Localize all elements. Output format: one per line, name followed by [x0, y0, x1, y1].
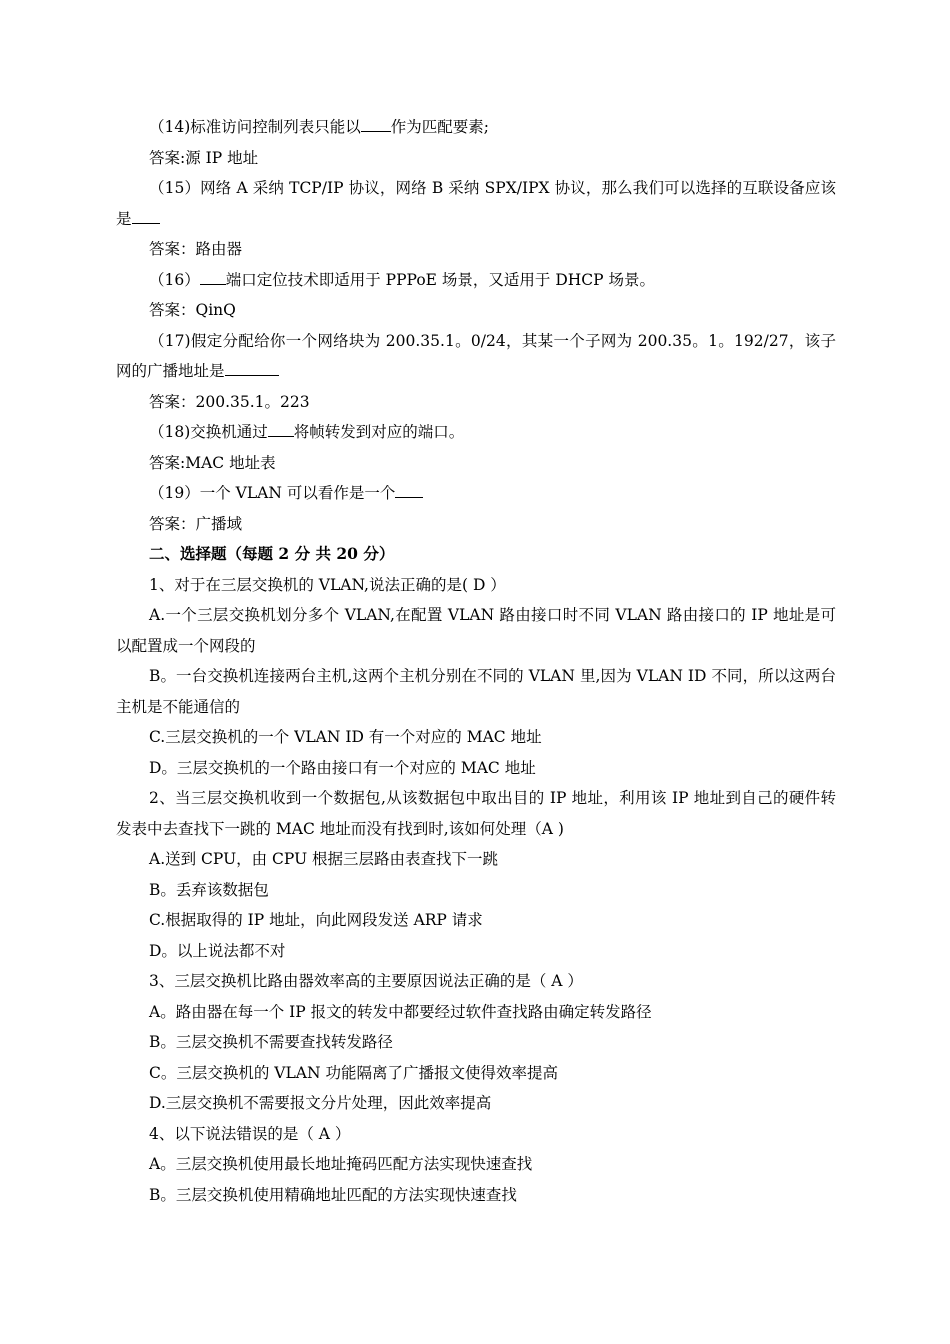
question-14 [116, 112, 836, 143]
choice-option: B。三层交换机不需要查找转发路径 [149, 1033, 393, 1051]
choice-option: B。一台交换机连接两台主机,这两个主机分别在不同的 VLAN 里,因为 VLAN ID 不同，所以这两台主机是不能通信的 [116, 667, 836, 716]
choice-question-2: 2、当三层交换机收到一个数据包,从该数据包中取出目的 IP 地址，利用该 IP 地址到自己的硬件转发表中去查找下一跳的 MAC 地址而没有找到时,该如何处理（A ) [116, 789, 836, 838]
choice-option: A.一个三层交换机划分多个 VLAN,在配置 VLAN 路由接口时不同 VLAN 路由接口的 IP 地址是可以配置成一个网段的 [116, 606, 836, 655]
answer-blank [225, 361, 279, 376]
question-text: （17)假定分配给你一个网络块为 200.35.1。0/24，其某一个子网为 200.35。1。192/27，该子网的广播地址是 [116, 331, 836, 380]
question-17 [116, 326, 836, 387]
question-15 [116, 173, 836, 234]
answer-15: 答案：路由器 [149, 240, 243, 258]
choice-option: D。三层交换机的一个路由接口有一个对应的 MAC 地址 [149, 758, 536, 777]
answer-blank [200, 270, 226, 285]
choice-option: A。路由器在每一个 IP 报文的转发中都要经过软件查找路由确定转发路径 [149, 1002, 652, 1021]
section-heading: 二、选择题（每题 2 分 共 20 分） [149, 544, 395, 563]
choice-option: C.三层交换机的一个 VLAN ID 有一个对应的 MAC 地址 [149, 728, 542, 746]
choice-question-1: 1、对于在三层交换机的 VLAN,说法正确的是( D ） [149, 575, 506, 594]
question-text: （14)标准访问控制列表只能以 [149, 118, 361, 136]
question-text: （15）网络 A 采纳 TCP/IP 协议，网络 B 采纳 SPX/IPX 协议，那么我们可以选择的互联设备应该是 [116, 179, 836, 228]
choice-option: A。三层交换机使用最长地址掩码匹配方法实现快速查找 [149, 1155, 533, 1173]
answer-blank [361, 117, 391, 132]
choice-option: C。三层交换机的 VLAN 功能隔离了广播报文使得效率提高 [149, 1063, 558, 1082]
choice-option: B。三层交换机使用精确地址匹配的方法实现快速查找 [149, 1185, 517, 1204]
choice-option: D。以上说法都不对 [149, 941, 286, 960]
answer-17: 答案：200.35.1。223 [149, 392, 310, 411]
question-19 [116, 478, 836, 509]
answer-blank [395, 483, 423, 498]
choice-option: D.三层交换机不需要报文分片处理，因此效率提高 [149, 1094, 492, 1112]
question-18 [116, 417, 836, 448]
question-text: 作为匹配要素; [390, 118, 490, 136]
choice-question-4: 4、以下说法错误的是（ A ） [149, 1124, 351, 1143]
answer-18: 答案:MAC 地址表 [149, 453, 276, 472]
question-text: 将帧转发到对应的端口。 [293, 423, 465, 441]
answer-blank [132, 209, 160, 224]
question-16 [116, 265, 836, 296]
answer-16: 答案：QinQ [149, 301, 236, 319]
answer-19: 答案：广播域 [149, 514, 243, 533]
question-text: （18)交换机通过 [149, 423, 268, 441]
answer-blank [268, 422, 294, 437]
choice-option: A.送到 CPU，由 CPU 根据三层路由表查找下一跳 [149, 850, 499, 868]
question-text: （16） [149, 270, 200, 289]
question-text: 端口定位技术即适用于 PPPoE 场景，又适用于 DHCP 场景。 [225, 270, 655, 289]
answer-14: 答案:源 IP 地址 [149, 148, 259, 167]
document-body [116, 112, 836, 1210]
choice-option: B。丢弃该数据包 [149, 880, 269, 899]
choice-option: C.根据取得的 IP 地址，向此网段发送 ARP 请求 [149, 911, 483, 929]
choice-question-3: 3、三层交换机比路由器效率高的主要原因说法正确的是（ A ） [149, 972, 583, 990]
question-text: （19）一个 VLAN 可以看作是一个 [149, 484, 396, 502]
